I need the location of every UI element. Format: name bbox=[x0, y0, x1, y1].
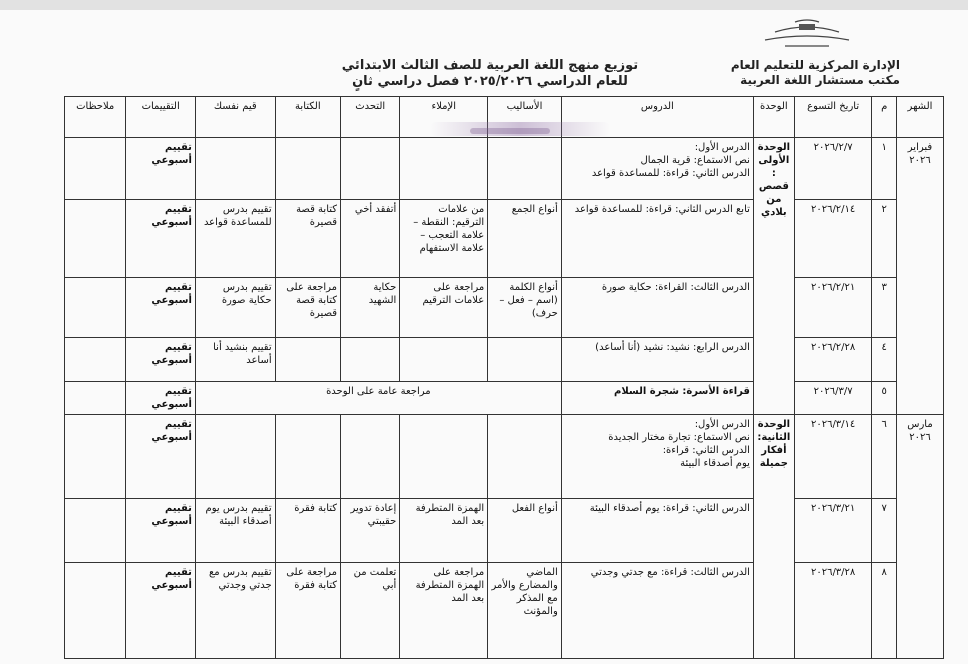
col-notes: ملاحظات bbox=[65, 97, 126, 138]
writing-cell bbox=[275, 138, 340, 200]
notes-cell bbox=[65, 138, 126, 200]
col-unit: الوحدة bbox=[753, 97, 794, 138]
speaking-cell: حكاية الشهيد bbox=[341, 278, 400, 338]
style-cell: الماضي والمضارع والأمر مع المذكر والمؤنث bbox=[488, 563, 562, 659]
table-row bbox=[65, 563, 944, 659]
date-cell: ٢٠٢٦/٢/٢١ bbox=[794, 278, 872, 338]
table-row bbox=[65, 338, 944, 382]
date-cell: ٢٠٢٦/٢/٢٨ bbox=[794, 338, 872, 382]
assessment-cell: تقييم أسبوعي bbox=[126, 200, 196, 278]
table-row bbox=[65, 200, 944, 278]
dictation-cell: من علامات الترقيم: النقطة – علامة التعجب – علامة الاستفهام bbox=[400, 200, 488, 278]
table-row bbox=[65, 138, 944, 200]
assessment-cell: تقييم أسبوعي bbox=[126, 563, 196, 659]
curriculum-table bbox=[64, 96, 944, 659]
style-cell: أنواع الفعل bbox=[488, 499, 562, 563]
date-cell: ٢٠٢٦/٣/٢٨ bbox=[794, 563, 872, 659]
dictation-cell bbox=[400, 415, 488, 499]
document-subtitle: للعام الدراسي ٢٠٢٥/٢٠٢٦ فصل دراسي ثانٍ bbox=[352, 74, 628, 89]
lesson-cell: تابع الدرس الثاني: قراءة: للمساعدة قواعد bbox=[561, 200, 753, 278]
col-speaking: التحدث bbox=[341, 97, 400, 138]
speaking-cell bbox=[341, 415, 400, 499]
col-styles: الأساليب bbox=[488, 97, 562, 138]
num-cell: ٣ bbox=[872, 278, 897, 338]
notes-cell bbox=[65, 499, 126, 563]
table-row bbox=[65, 382, 944, 415]
notes-cell bbox=[65, 382, 126, 415]
self-eval-cell: تقييم بدرس حكاية صورة bbox=[195, 278, 275, 338]
self-eval-cell: تقييم بدرس يوم أصدقاء البيئة bbox=[195, 499, 275, 563]
notes-cell bbox=[65, 415, 126, 499]
writing-cell: مراجعة على كتابة قصة قصيرة bbox=[275, 278, 340, 338]
ministry-logo-icon bbox=[755, 18, 859, 54]
date-cell: ٢٠٢٦/٣/٧ bbox=[794, 382, 872, 415]
style-cell: أنواع الجمع bbox=[488, 200, 562, 278]
notes-cell bbox=[65, 563, 126, 659]
lesson-cell: الدرس الثاني: قراءة: يوم أصدقاء البيئة bbox=[561, 499, 753, 563]
notes-cell bbox=[65, 338, 126, 382]
col-lessons: الدروس bbox=[561, 97, 753, 138]
speaking-cell: أتفقد أخي bbox=[341, 200, 400, 278]
ministry-line2: مكتب مستشار اللغة العربية bbox=[740, 73, 900, 87]
col-month: الشهر bbox=[896, 97, 943, 138]
self-eval-cell bbox=[195, 138, 275, 200]
col-date: تاريخ التسوع bbox=[794, 97, 872, 138]
num-cell: ٢ bbox=[872, 200, 897, 278]
ministry-line1: الإدارة المركزية للتعليم العام bbox=[730, 58, 900, 72]
col-dictation: الإملاء bbox=[400, 97, 488, 138]
unit-cell: الوحدة الأولى: قصص من بلادي bbox=[753, 138, 794, 415]
assessment-cell: تقييم أسبوعي bbox=[126, 138, 196, 200]
month-cell: فبراير ٢٠٢٦ bbox=[896, 138, 943, 415]
lesson-cell: الدرس الأول: نص الاستماع: قرية الجمال الدرس الثاني: قراءة: للمساعدة قواعد bbox=[561, 138, 753, 200]
writing-cell bbox=[275, 338, 340, 382]
assessment-cell: تقييم أسبوعي bbox=[126, 382, 196, 415]
dictation-cell: مراجعة على علامات الترقيم bbox=[400, 278, 488, 338]
num-cell: ٨ bbox=[872, 563, 897, 659]
lesson-cell: الدرس الرابع: نشيد: نشيد (أنا أساعد) bbox=[561, 338, 753, 382]
dictation-cell bbox=[400, 138, 488, 200]
date-cell: ٢٠٢٦/٣/١٤ bbox=[794, 415, 872, 499]
num-cell: ٥ bbox=[872, 382, 897, 415]
dictation-cell: الهمزة المتطرفة بعد المد bbox=[400, 499, 488, 563]
self-eval-cell: تقييم بنشيد أنا أساعد bbox=[195, 338, 275, 382]
dictation-cell: مراجعة على الهمزة المتطرفة بعد المد bbox=[400, 563, 488, 659]
num-cell: ٧ bbox=[872, 499, 897, 563]
writing-cell: كتابة قصة قصيرة bbox=[275, 200, 340, 278]
col-assessment: التقييمات bbox=[126, 97, 196, 138]
assessment-cell: تقييم أسبوعي bbox=[126, 415, 196, 499]
date-cell: ٢٠٢٦/٣/٢١ bbox=[794, 499, 872, 563]
table-row bbox=[65, 499, 944, 563]
unit-review-cell: مراجعة عامة على الوحدة bbox=[195, 382, 561, 415]
notes-cell bbox=[65, 278, 126, 338]
self-eval-cell: تقييم بدرس للمساعدة قواعد bbox=[195, 200, 275, 278]
assessment-cell: تقييم أسبوعي bbox=[126, 499, 196, 563]
col-writing: الكتابة bbox=[275, 97, 340, 138]
speaking-cell bbox=[341, 338, 400, 382]
assessment-cell: تقييم أسبوعي bbox=[126, 338, 196, 382]
speaking-cell: تعلمت من أبي bbox=[341, 563, 400, 659]
col-self-eval: قيم نفسك bbox=[195, 97, 275, 138]
num-cell: ٤ bbox=[872, 338, 897, 382]
lesson-cell: الدرس الثالث: قراءة: مع جدتي وجدتي bbox=[561, 563, 753, 659]
unit-cell: الوحدة الثانية: أفكار جميلة bbox=[753, 415, 794, 659]
writing-cell bbox=[275, 415, 340, 499]
writing-cell: مراجعة على كتابة فقرة bbox=[275, 563, 340, 659]
month-cell: مارس ٢٠٢٦ bbox=[896, 415, 943, 659]
table-row bbox=[65, 278, 944, 338]
style-cell: أنواع الكلمة (اسم – فعل – حرف) bbox=[488, 278, 562, 338]
style-cell bbox=[488, 138, 562, 200]
speaking-cell: إعادة تدوير حقيبتي bbox=[341, 499, 400, 563]
notes-cell bbox=[65, 200, 126, 278]
top-bar bbox=[0, 0, 968, 10]
date-cell: ٢٠٢٦/٢/١٤ bbox=[794, 200, 872, 278]
num-cell: ١ bbox=[872, 138, 897, 200]
lesson-cell: الدرس الأول: نص الاستماع: تجارة مختار الجديدة الدرس الثاني: قراءة: يوم أصدقاء البيئة bbox=[561, 415, 753, 499]
ink-smear-detail bbox=[470, 128, 550, 134]
self-eval-cell: تقييم بدرس مع جدتي وجدتي bbox=[195, 563, 275, 659]
col-num: م bbox=[872, 97, 897, 138]
style-cell bbox=[488, 415, 562, 499]
assessment-cell: تقييم أسبوعي bbox=[126, 278, 196, 338]
lesson-cell: قراءة الأسرة: شجرة السلام bbox=[561, 382, 753, 415]
writing-cell: كتابة فقرة bbox=[275, 499, 340, 563]
table-row bbox=[65, 415, 944, 499]
document-title: توزيع منهج اللغة العربية للصف الثالث الابتدائي bbox=[341, 58, 639, 73]
num-cell: ٦ bbox=[872, 415, 897, 499]
speaking-cell bbox=[341, 138, 400, 200]
dictation-cell bbox=[400, 338, 488, 382]
style-cell bbox=[488, 338, 562, 382]
date-cell: ٢٠٢٦/٢/٧ bbox=[794, 138, 872, 200]
lesson-cell: الدرس الثالث: القراءة: حكاية صورة bbox=[561, 278, 753, 338]
self-eval-cell bbox=[195, 415, 275, 499]
